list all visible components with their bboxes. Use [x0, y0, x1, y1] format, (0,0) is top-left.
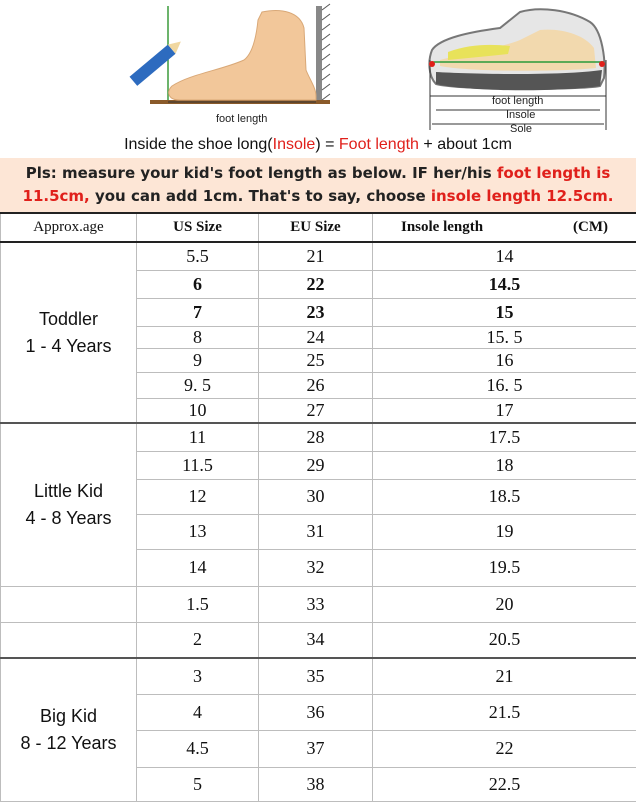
us-size-cell: 12: [137, 479, 259, 514]
notice-part2: you can add 1cm. That's to say, choose: [90, 187, 431, 205]
insole-cell: 21: [373, 658, 636, 694]
us-size-cell: 13: [137, 514, 259, 549]
eu-size-cell: 23: [259, 298, 373, 326]
us-size-cell: 9. 5: [137, 372, 259, 398]
header-approx-age: Approx.age: [1, 213, 137, 242]
eu-size-cell: 27: [259, 398, 373, 423]
eu-size-cell: 29: [259, 451, 373, 479]
us-size-cell: 11: [137, 423, 259, 451]
table-row: [1, 423, 636, 451]
us-size-cell: 9: [137, 348, 259, 372]
insole-cell: 17.5: [373, 423, 636, 451]
eu-size-cell: 35: [259, 658, 373, 694]
insole-cell: 18: [373, 451, 636, 479]
header-eu-size: EU Size: [259, 213, 373, 242]
table-header-row: [1, 213, 636, 242]
measurement-notice: [0, 158, 636, 212]
us-size-cell: 4.5: [137, 730, 259, 767]
us-size-cell: 5.5: [137, 242, 259, 270]
foot-measurement-illustration: [0, 0, 636, 158]
group-years: 8 - 12 Years: [1, 730, 136, 757]
insole-cell: 21.5: [373, 694, 636, 730]
shoe-sole-label: Sole: [510, 123, 532, 135]
group-name: Toddler: [1, 306, 136, 333]
age-group-toddler: [1, 242, 137, 423]
group-years: 4 - 8 Years: [1, 505, 136, 532]
eu-size-cell: 31: [259, 514, 373, 549]
group-name: Little Kid: [1, 478, 136, 505]
eu-size-cell: 33: [259, 586, 373, 622]
header-insole-label: Insole length: [401, 219, 483, 235]
eu-size-cell: 30: [259, 479, 373, 514]
eu-size-cell: 26: [259, 372, 373, 398]
insole-cell: 15. 5: [373, 326, 636, 348]
eu-size-cell: 22: [259, 270, 373, 298]
header-insole-length: [373, 213, 636, 242]
caption-foot-length: Foot length: [339, 136, 419, 153]
shoe-cross-section-diagram: [429, 9, 606, 135]
eu-size-cell: 38: [259, 767, 373, 801]
insole-cell: 16. 5: [373, 372, 636, 398]
notice-part1: Pls: measure your kid's foot length as below. IF her/his: [26, 164, 497, 182]
eu-size-cell: 21: [259, 242, 373, 270]
table-row: [1, 242, 636, 270]
insole-cell: 17: [373, 398, 636, 423]
us-size-cell: 11.5: [137, 451, 259, 479]
insole-cell: 20.5: [373, 622, 636, 658]
age-group-blank-2: [1, 622, 137, 658]
us-size-cell: 1.5: [137, 586, 259, 622]
insole-cell: 14.5: [373, 270, 636, 298]
insole-cell: 14: [373, 242, 636, 270]
eu-size-cell: 36: [259, 694, 373, 730]
insole-cell: 15: [373, 298, 636, 326]
eu-size-cell: 37: [259, 730, 373, 767]
age-group-blank-1: [1, 586, 137, 622]
us-size-cell: 10: [137, 398, 259, 423]
notice-red1: foot length is 11.5cm,: [23, 164, 611, 205]
header-us-size: US Size: [137, 213, 259, 242]
insole-cell: 18.5: [373, 479, 636, 514]
foot-length-label: foot length: [216, 113, 267, 125]
header-unit: (CM): [573, 219, 636, 236]
group-years: 1 - 4 Years: [1, 333, 136, 360]
insole-cell: 19.5: [373, 549, 636, 586]
us-size-cell: 6: [137, 270, 259, 298]
foot-against-wall-diagram: [130, 4, 330, 125]
insole-cell: 19: [373, 514, 636, 549]
caption-mid: ) =: [315, 136, 339, 153]
shoe-insole-label: Insole: [506, 109, 535, 121]
us-size-cell: 8: [137, 326, 259, 348]
size-chart-table: [0, 212, 636, 802]
us-size-cell: 4: [137, 694, 259, 730]
caption-prefix: Inside the shoe long(: [124, 136, 273, 153]
shoe-foot-length-label: foot length: [492, 95, 543, 107]
eu-size-cell: 32: [259, 549, 373, 586]
table-row: [1, 622, 636, 658]
us-size-cell: 7: [137, 298, 259, 326]
us-size-cell: 2: [137, 622, 259, 658]
caption-suffix: + about 1cm: [419, 136, 512, 153]
caption-insole: Insole: [273, 136, 316, 153]
insole-formula-caption: [0, 136, 636, 154]
insole-cell: 22.5: [373, 767, 636, 801]
us-size-cell: 3: [137, 658, 259, 694]
eu-size-cell: 24: [259, 326, 373, 348]
eu-size-cell: 28: [259, 423, 373, 451]
insole-cell: 16: [373, 348, 636, 372]
age-group-big-kid: [1, 658, 137, 801]
us-size-cell: 14: [137, 549, 259, 586]
us-size-cell: 5: [137, 767, 259, 801]
notice-red2: insole length 12.5cm.: [431, 187, 614, 205]
age-group-little-kid: [1, 423, 137, 586]
group-name: Big Kid: [1, 703, 136, 730]
insole-cell: 22: [373, 730, 636, 767]
insole-cell: 20: [373, 586, 636, 622]
table-row: [1, 658, 636, 694]
table-row: [1, 586, 636, 622]
eu-size-cell: 25: [259, 348, 373, 372]
eu-size-cell: 34: [259, 622, 373, 658]
